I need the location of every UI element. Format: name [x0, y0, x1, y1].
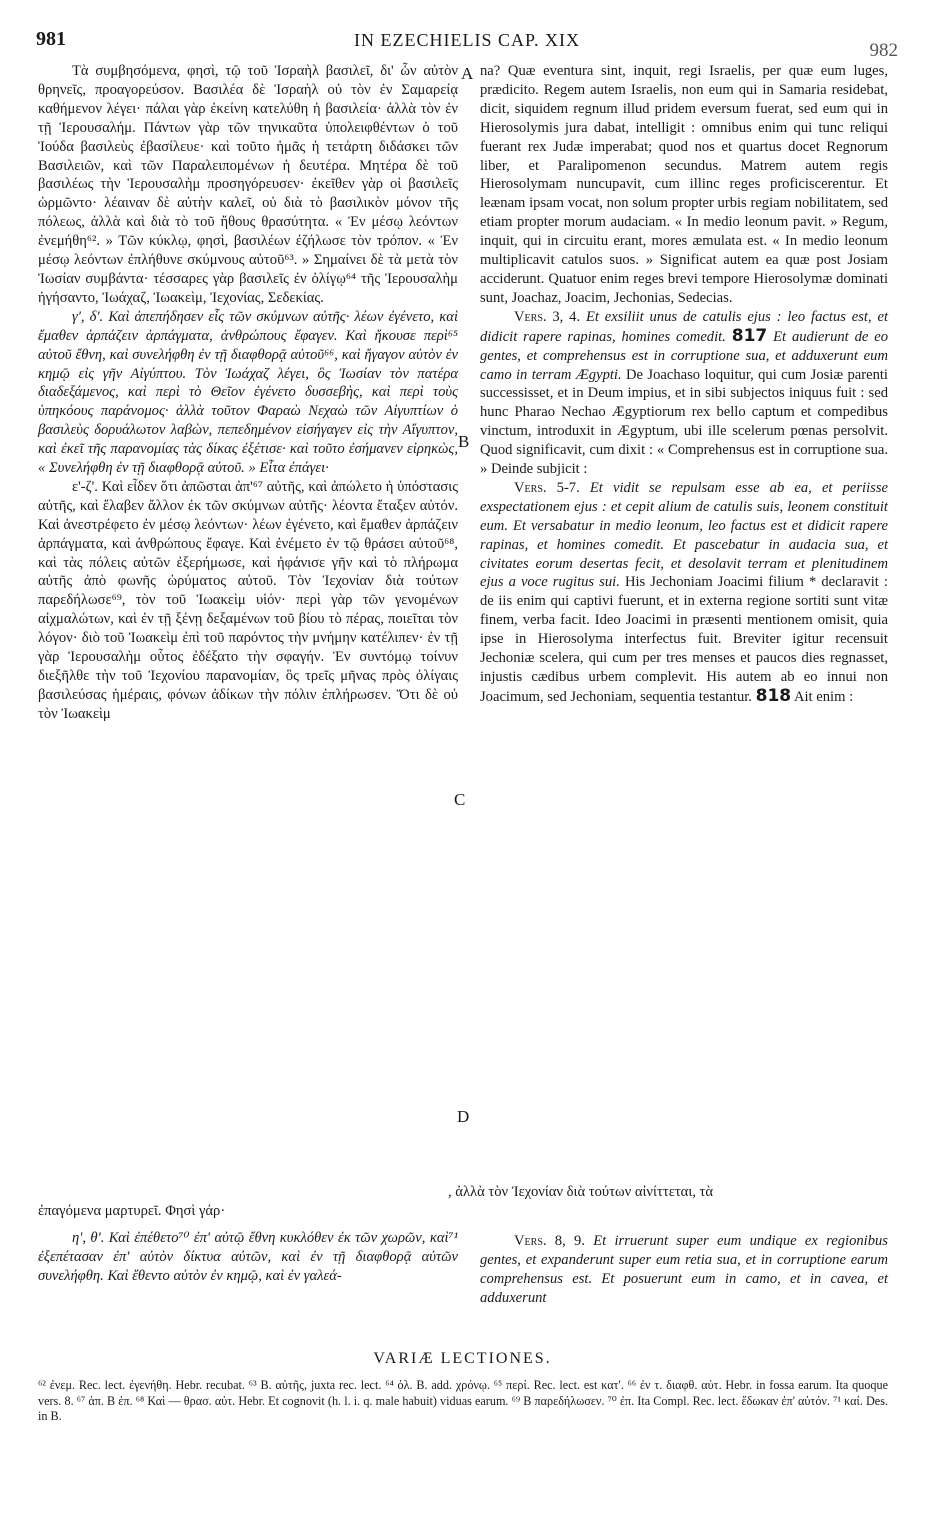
greek-column-continued: [38, 1202, 458, 1286]
margin-letter-d: D: [457, 1107, 470, 1126]
latin-commentary-2: De Joachaso loquitur, qui cum Josiæ parenti successisset, et in Deum impius, et in sibi subjectos iniquus fuit : sed hunc Pharao Nechao Ægyptiorum rex bello captum et compedibus vinctum, introduxit in Ægyptum, ubi ille scelerum pœnas persolvit. Quod significavit, cum dixit : « Comprehensus est in corruptione sua. » Deinde subjicit :: [480, 366, 888, 478]
latin-verse-heading-4: Vers. 8, 9.: [514, 1233, 585, 1249]
latin-column: [480, 62, 888, 707]
latin-verse-heading-3: Vers. 5-7.: [514, 479, 580, 496]
latin-commentary-3: His Jechoniam Joacimi filium * declaravit : de iis enim qui captivi fuerunt, et in externa regione sortiti sunt vitæ finem, verba facit. Ideo Joacimi in præsenti mentionem omisit, quia ipse in Hierosolyma interfectus fuit. Breviter igitur recensuit Jechoniæ scelera, qui cum per tres menses et paucos dies regnasset, injustis cædibus urbem complevit. His autem ab eo innui non Joacimum, sed Jechoniam, sequentia testantur.: [480, 574, 888, 705]
greek-column: [38, 62, 458, 724]
latin-paragraph-1: na? Quæ eventura sint, inquit, regi Israelis, per quæ eum luges, prædicito. Regem autem Israelis, non eum qui in Samaria residebat, dicit, siquidem regnum illud pridem eversum fuerat, sed eum qui in Hierosolymis jura dabat, intelligit : omnibus enim qui tunc reliqui fuerant rex Judæ imperabat; quod nos et quartus docet Regnorum liber, et Paralipomenon secundus. Matrem autem regis Hierosolymam nuncupavit, cum illinc reges proficiscerentur. Et leænam ipsam vocat, non solum propter urbis regiam nobilitatem, sed etiam propter morum audaciam. « In medio leonum pavit. » Regum, inquit, qui in circuitu erant, mores æmulata est. « In medio leonum multiplicavit catulos suos. » Significat autem ea quæ post Josiam acciderunt. Quatuor enim reges brevi tempore Hierosolymæ dominati sunt, Joachaz, Joacim, Jechonias, Sedecias.: [480, 63, 888, 306]
latin-verse-text-2a: Et exsiliit unus de catulis ejus : leo factus est, et didicit rapere rapinas, homines comedit.: [480, 308, 888, 345]
greek-paragraph-3-end: ἐπαγόμενα μαρτυρεῖ. Φησὶ γάρ·: [38, 1203, 226, 1219]
column-number-818: 818: [755, 685, 792, 706]
latin-verse-text-4: Et irruerunt super eum undique ex regionibus gentes, et expanderunt super eum retia sua, et in corruptione earum comprehensus est. Et posuerunt eum in camo, et in cavea, et adduxerunt: [480, 1233, 888, 1306]
column-number-817: 817: [731, 325, 768, 346]
latin-paragraph-3: [480, 479, 888, 707]
greek-paragraph-3: [38, 478, 458, 724]
latin-column-continued: [480, 1232, 888, 1308]
variae-lectiones-title: VARIÆ LECTIONES.: [373, 1350, 552, 1367]
greek-paragraph-3-text: ε'-ζ'. Καὶ εἶδεν ὅτι ἀπῶσται ἀπ'⁶⁷ αὐτῆς, καὶ ἀπώλετο ἡ ὑπόστασις αὐτῆς, καὶ ἔλαβεν ἄλλον ἐκ τῶν σκύμνων αὐτῆς· λέοντα ἔταξεν αὐτόν. Καὶ ἀνεστρέφετο ἐν μέσῳ λεόντων· λέων ἐγένετο, καὶ ἔμαθεν ἁρπάζειν ἁρπάγματα, καὶ ἀνθρώπους ἔφαγε. Καὶ ἐνέμετο ἐν τῷ θράσει αὐτοῦ⁶⁸, καὶ τὰς πόλεις αὐτῶν ἐξερήμωσε, καὶ ἠφάνισε γῆν καὶ τὸ πλήρωμα αὐτῆς ἀπὸ φωνῆς ὠρύματος αὐτοῦ. Τὸν Ἰεχονίαν διὰ τούτων παρεδήλωσε⁶⁹, τὸν τοῦ Ἰωακεὶμ υἱόν· περὶ γὰρ τῶν γενομένων αἰχμαλώτων, καὶ ἐν τῇ ξένῃ δεξαμένων τοῦ βίου τὸ πέρας, ποιεῖται τὸν λόγον· διὸ τοῦ Ἰωακεὶμ ἐπὶ τοῦ παρόντος τὴν μνήμην κατέλιπεν· ἐν τῇ γὰρ Ἱερουσαλὴμ οὗτος ἐδέξατο τὴν σφαγήν. Ἐν συντόμῳ τοίνυν διεξῆλθε τὴν τοῦ Ἰεχονίου παρανομίαν, ὃς τρεῖς μῆνας πρὸς ὀλίγαις βασιλεύσας ἡμέραις, φόνων ἀδίκων τὴν πόλιν ἐπλήρωσεν. Ὅτι δὲ οὐ τὸν Ἰωακεὶμ: [38, 478, 458, 722]
latin-verse-text-2b: Et audierunt de eo gentes, et comprehensus est in corruptione sua, et adduxerunt eum camo in terram Ægypti.: [480, 328, 888, 383]
page-number-right: 982: [869, 40, 898, 61]
greek-full-width-line: [38, 1183, 888, 1202]
page-header: [36, 28, 898, 61]
greek-full-line-text: , ἀλλὰ τὸν Ἰεχονίαν διὰ τούτων αἰνίττεται, τὰ: [448, 1184, 714, 1200]
margin-letter-b: B: [458, 432, 470, 451]
margin-letter-a: A: [461, 64, 474, 83]
running-title: IN EZECHIELIS CAP. XIX: [354, 30, 580, 50]
variae-lectiones-notes: ⁶² ἐνεμ. Rec. lect. ἐγενήθη. Hebr. recubat. ⁶³ B. αὐτῆς, juxta rec. lect. ⁶⁴ ὀλ. B. add. χρόνῳ. ⁶⁵ περί. Rec. lect. est κατ'. ⁶⁶ ἐν τ. διαφθ. αὐτ. Hebr. in fossa earum. Ita quoque vers. 8. ⁶⁷ ἀπ. B ἐπ. ⁶⁸ Καὶ — θρασ. αὐτ. Hebr. Et cognovit (h. l. i. q. male habuit) viduas earum. ⁶⁹ B παρεδήλωσεν. ⁷⁰ ἐπ. Ita Compl. Rec. lect. ἔδωκαν ἐπ' αὐτόν. ⁷¹ καί. Des. in B.: [38, 1378, 888, 1424]
latin-commentary-3-end: Ait enim :: [793, 688, 854, 705]
latin-verse-heading-2: Vers. 3, 4.: [514, 308, 581, 325]
greek-paragraph-2: γ', δ'. Καὶ ἀπεπήδησεν εἷς τῶν σκύμνων αὐτῆς· λέων ἐγένετο, καὶ ἔμαθεν ἁρπάζειν ἁρπάγματα, ἀνθρώπους ἔφαγεν. Καὶ ἤκουσε περὶ⁶⁵ αὐτοῦ ἔθνη, καὶ συνελήφθη ἐν τῇ διαφθορᾷ αὐτοῦ⁶⁶, καὶ ἤγαγον αὐτὸν ἐν κημῷ εἰς γῆν Αἰγύπτου. Τὸν Ἰωάχαζ λέγει, ὃς Ἰωσίαν τὸν πατέρα διαδεξάμενος, καὶ περὶ τὸ Θεῖον ἐγένετο δυσσεβὴς, καὶ περὶ τοὺς ὑπηκόους παράνομος· ἀλλὰ τοῦτον Φαραὼ Νεχαὼ τῶν Αἰγυπτίων ὁ βασιλεὺς δορυάλωτον λαβὼν, πεπεδημένον εἰσήγαγεν εἰς τὴν Αἴγυπτον, καὶ ἐκεῖ τῆς παρανομίας τὰς δίκας ἐξέτισε· καὶ τοῦτο ἐσήμανεν εἰρηκὼς, « Συνελήφθη ἐν τῇ διαφθορᾷ αὐτοῦ. » Εἶτα ἐπάγει·: [38, 308, 458, 477]
greek-paragraph-1: Τὰ συμβησόμενα, φησὶ, τῷ τοῦ Ἰσραὴλ βασιλεῖ, δι' ὧν αὐτὸν θρηνεῖς, προαγορεύσον. Βασιλέα δὲ Ἰσραὴλ οὐ τὸν ἐν Σαμαρείᾳ καθήμενον λέγει· πάλαι γὰρ ἐκείνη κατελύθη ἡ βασιλεία· ἀλλὰ τὸν ἐν τῇ Ἱερουσαλήμ. Πάντων γὰρ τῶν τηνικαῦτα ὑπολειφθέντων ὁ τοῦ Ἰούδα βασιλεὺς ἐβασίλευε· καὶ τοῦτο ἡμᾶς ἡ τετάρτη διδάσκει τῶν Βασιλειῶν, καὶ τῶν Παραλειπομένων ἡ δευτέρα. Μητέρα δὲ τοῦ βασιλέως τὴν Ἱερουσαλὴμ προσηγόρευσεν· ἐκεῖθεν γὰρ οἱ βασιλεῖς ὡρμῶντο· λέαιναν δὲ αὐτὴν καλεῖ, οὐ διὰ τὸ βασιλικὸν μόνον τῆς πόλεως, ἀλλὰ καὶ διὰ τὸ τοῦ ἤθους θρασύτητα. « Ἐν μέσῳ λεόντων ἐνεμήθη⁶². » Τῶν κύκλῳ, φησὶ, βασιλέων ἐζήλωσε τὸν τρόπον. « Ἐν μέσῳ λεόντων ἐπλήθυνε σκύμνους αὐτοῦ⁶³. » Σημαίνει δὲ τὰ μετὰ τὸν Ἰωσίαν συμβάντα· τέσσαρες γὰρ βασιλεῖς ἐν ὀλίγῳ⁶⁴ τῆς Ἱερουσαλὴμ ἡγήσαντο, Ἰωάχαζ, Ἰωακεὶμ, Ἰεχονίας, Σεδεκίας.: [38, 63, 458, 306]
latin-paragraph-4: [480, 1232, 888, 1308]
latin-paragraph-2: [480, 308, 888, 479]
latin-verse-text-3: Et vidit se repulsam esse ab ea, et periisse exspectationem ejus : et cepit alium de catulis suis, leonem constituit eum. Et versabatur in medio leonum, leo factus est et didicit rapere rapinas, et homines comedit. Et pascebatur in audacia sua, et civitates eorum desertas fecit, et desolavit terram et plenitudinem ejus a voce rugitus sui.: [480, 479, 888, 591]
page-number-left: 981: [36, 28, 66, 50]
margin-letter-c: C: [454, 790, 466, 809]
greek-paragraph-4: η', θ'. Καὶ ἐπέθετο⁷⁰ ἐπ' αὐτῷ ἔθνη κυκλόθεν ἐκ τῶν χωρῶν, καὶ⁷¹ ἐξεπέτασαν ἐπ' αὐτὸν δίκτυα αὐτῶν, καὶ ἐν τῇ διαφθορᾷ αὐτῶν συνελήφθη. Καὶ ἔθεντο αὐτὸν ἐν κημῷ, καὶ ἐν γαλεά-: [38, 1229, 458, 1284]
